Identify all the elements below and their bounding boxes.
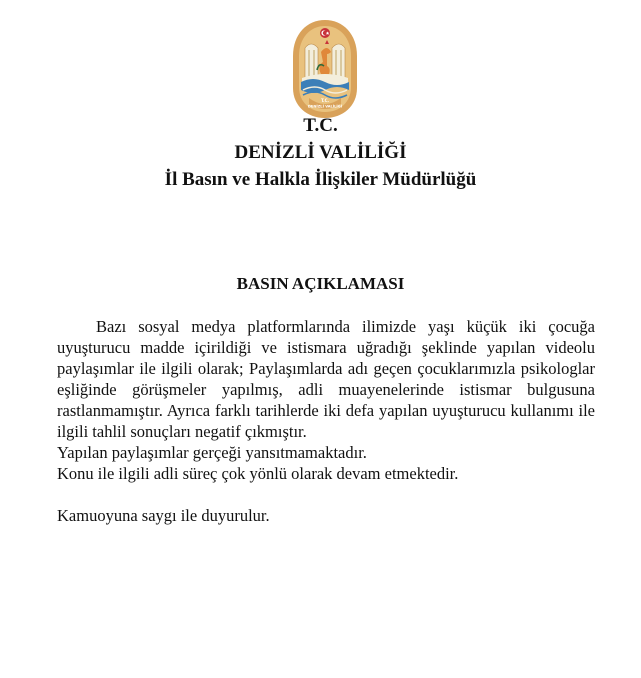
header-office-name: DENİZLİ VALİLİĞİ bbox=[234, 142, 407, 163]
statement-line-legal-process: Konu ile ilgili adli süreç çok yönlü olarak devam etmektedir. bbox=[57, 464, 459, 483]
header-unit-name: İl Basın ve Halkla İlişkiler Müdürlüğü bbox=[164, 169, 477, 190]
denizli-governorship-seal-icon bbox=[291, 18, 359, 120]
page-title: BASIN AÇIKLAMASI bbox=[236, 274, 405, 293]
statement-closing: Kamuoyuna saygı ile duyurulur. bbox=[57, 506, 270, 525]
header-tc: T.C. bbox=[303, 115, 338, 136]
statement-paragraph-main: Bazı sosyal medya platformlarında ilimizde yaşı küçük iki çocuğa uyuşturucu madde içirildiği ve istismara uğradığı şeklinde yapılan videolu paylaşımlar ile ilgili olarak; Paylaşımlarda adı geçen çocuklarımızla psikologlar eşliğinde görüşmeler yapılmış, adli muayenelerinde istismar bulgusuna rastlanmamıştır. Ayrıca farklı tarihlerde iki defa yapılan uyuşturucu kullanımı ile ilgili tahlil sonuçları negatif çıkmıştır. bbox=[57, 317, 595, 441]
svg-text:T.C.: T.C. bbox=[320, 98, 330, 103]
svg-text:DENİZLİ VALİLİĞİ: DENİZLİ VALİLİĞİ bbox=[307, 104, 343, 109]
statement-line-not-true: Yapılan paylaşımlar gerçeği yansıtmamaktadır. bbox=[57, 443, 367, 462]
statement-body bbox=[57, 316, 595, 526]
